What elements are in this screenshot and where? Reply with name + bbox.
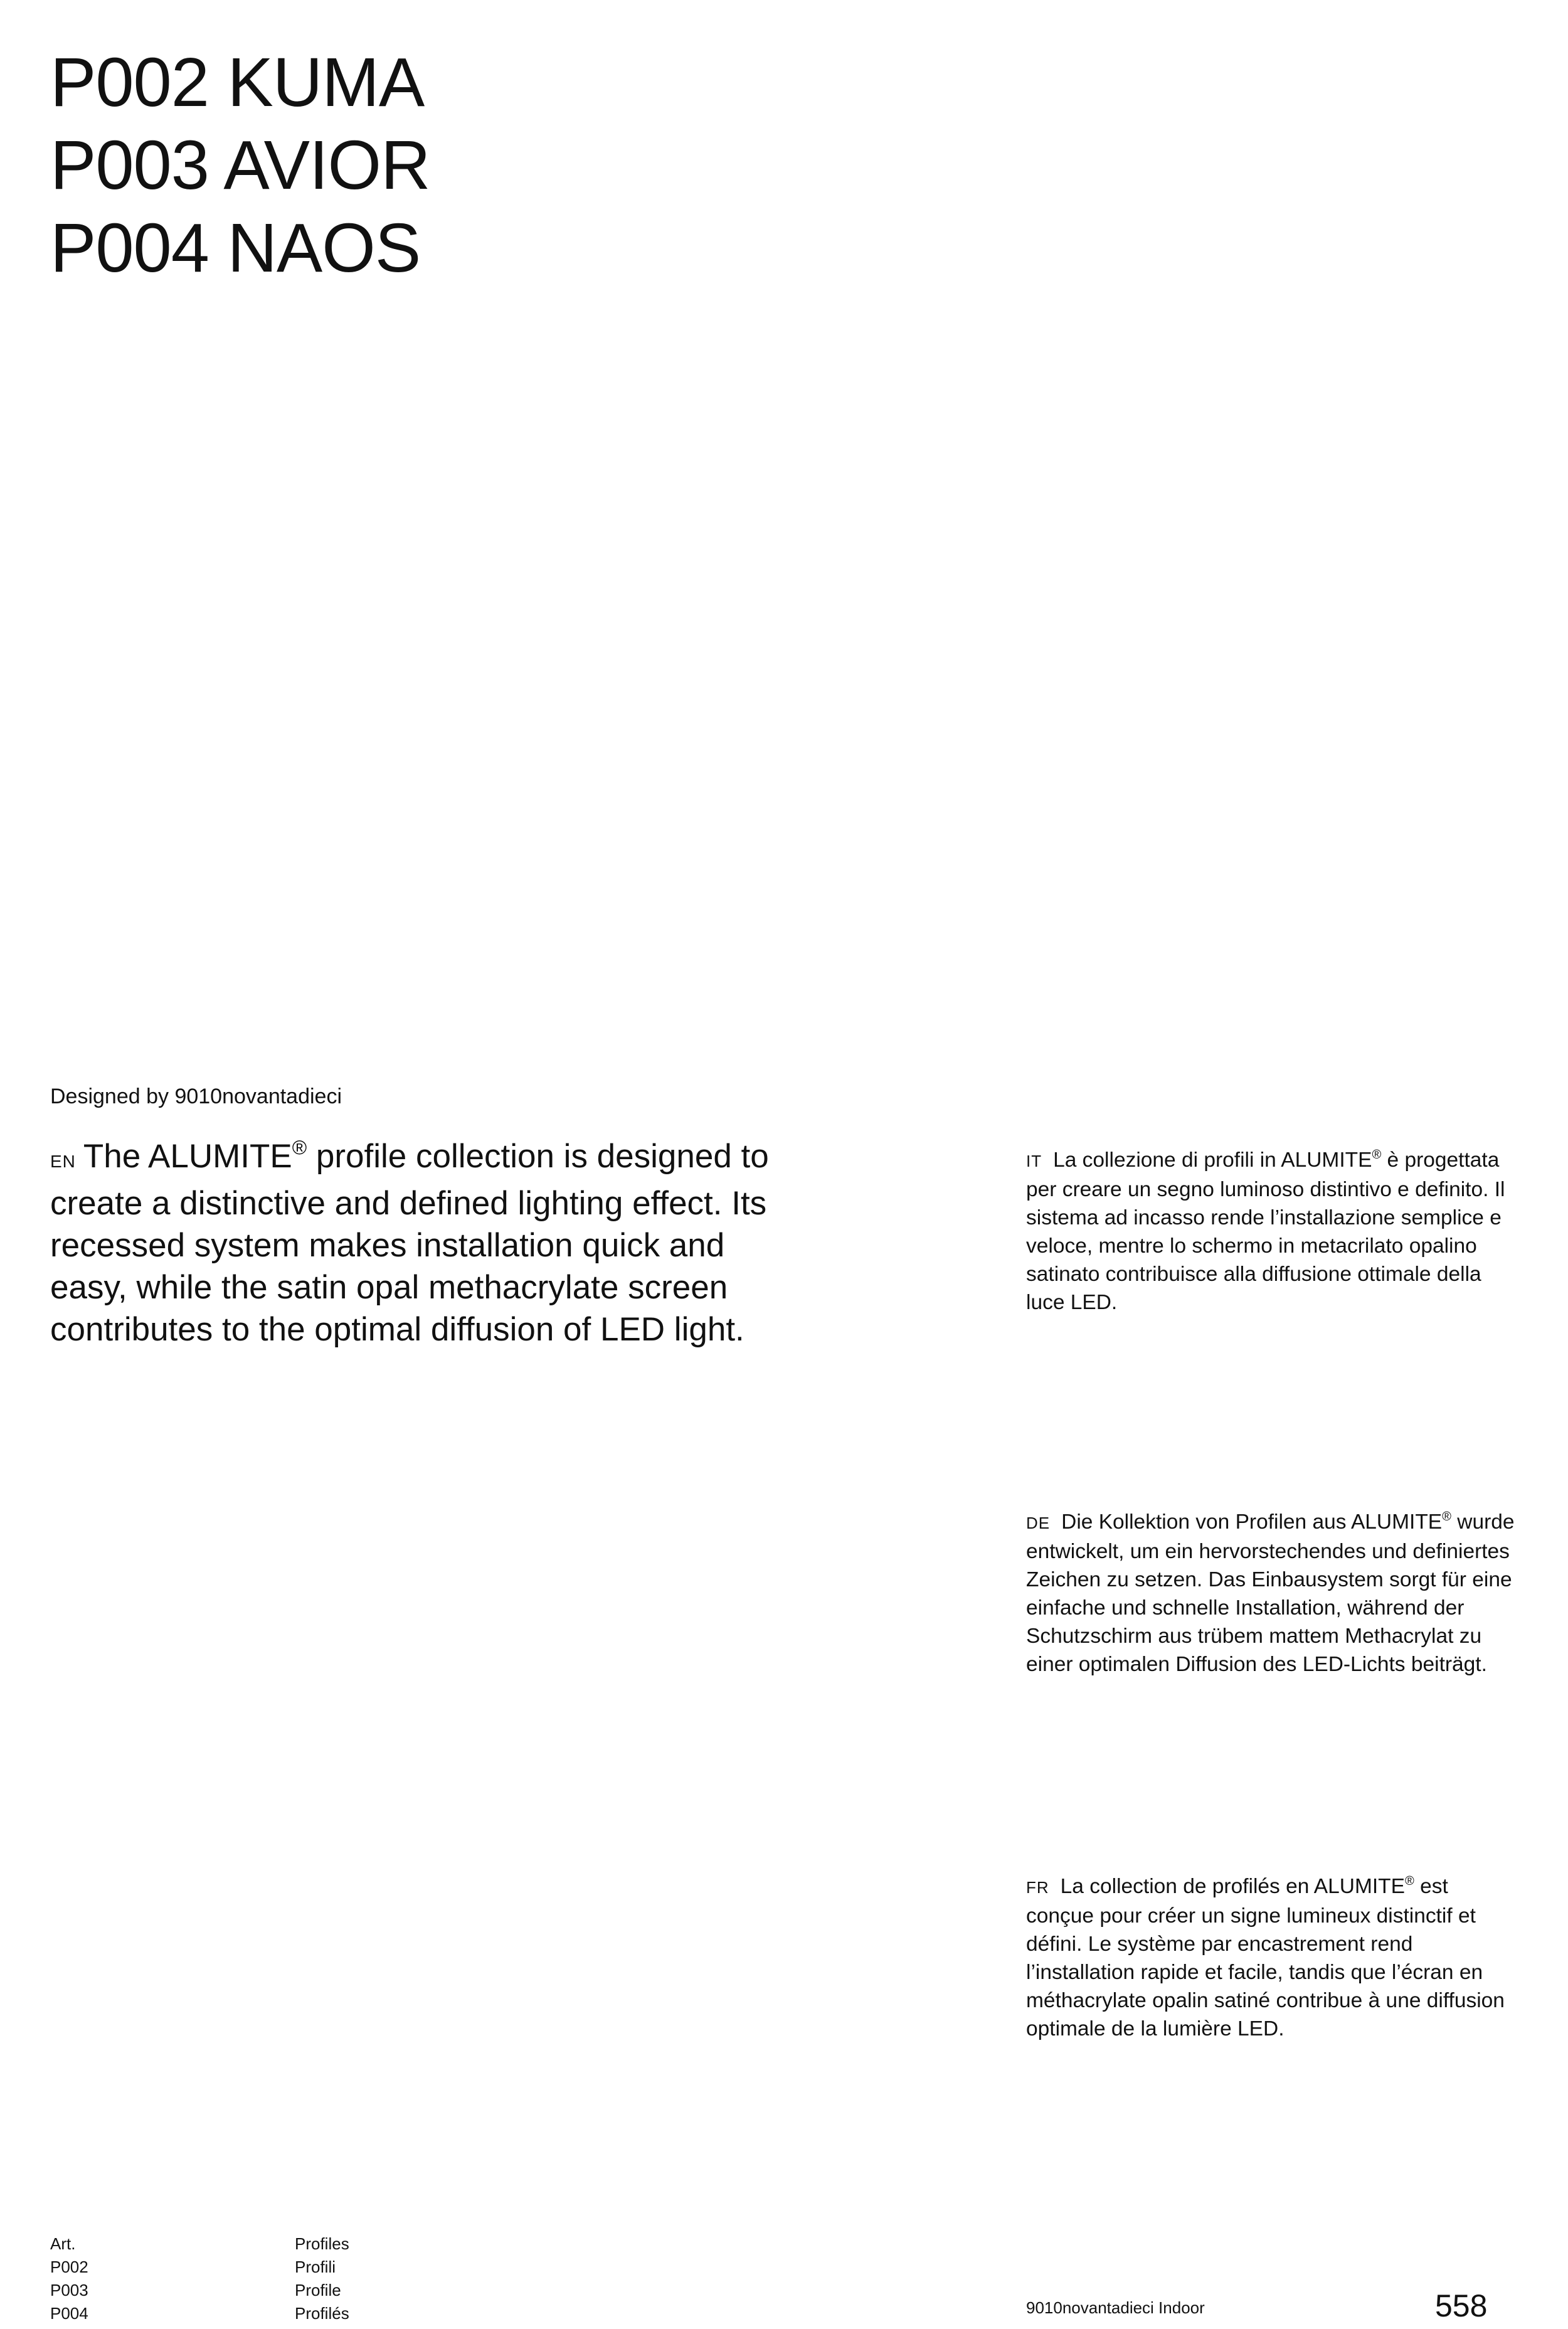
registered-mark-it: ® — [1372, 1147, 1382, 1162]
description-it-text-end: è progettata per creare un segno luminoso distintivo e definito. Il sistema ad incasso rende l’installazione semplice e veloce, mentre lo schermo in metacrilato opalino satinato contribuisce alla diffusione ottimale della luce LED. — [1026, 1149, 1505, 1314]
language-code-de: DE — [1026, 1514, 1051, 1532]
page-number: 558 — [1435, 2288, 1488, 2323]
description-de-text-start: Die Kollektion von Profilen aus ALUMITE — [1061, 1510, 1443, 1534]
description-en-text-start: The ALUMITE — [83, 1138, 292, 1175]
footer-article-code: P002 — [50, 2257, 88, 2276]
footer-brand: 9010novantadieci Indoor — [1026, 2298, 1205, 2317]
footer-category-label: Profile — [295, 2281, 341, 2300]
description-en — [50, 1135, 803, 1350]
language-code-en: EN — [50, 1152, 76, 1171]
footer-category-label: Profiles — [295, 2234, 349, 2253]
title-line-naos: P004 NAOS — [50, 210, 421, 287]
footer-category-label: Profili — [295, 2257, 336, 2276]
description-it-text-start: La collezione di profili in ALUMITE — [1053, 1149, 1372, 1172]
language-code-fr: FR — [1026, 1878, 1049, 1897]
footer-article-header: Art. — [50, 2234, 76, 2253]
description-de-text-end: wurde entwickelt, um ein hervorstechendes und definiertes Zeichen zu setzen. Das Einbausystem sorgt für eine einfache und schnelle Installation, während der Schutzschirm aus trübem mattem Methacrylat zu einer optimalen Diffusion des LED-Lichts beiträgt. — [1026, 1510, 1515, 1676]
description-fr-text-start: La collection de profilés en ALUMITE — [1060, 1875, 1405, 1898]
description-fr-text-end: est conçue pour créer un signe lumineux distinctif et défini. Le système par encastrement rend l’installation rapide et facile, tandis que l’écran en méthacrylate opalin satiné contribue à une diffusion optimale de la lumière LED. — [1026, 1875, 1505, 2040]
title-line-kuma: P002 KUMA — [50, 44, 425, 121]
footer-article-code: P004 — [50, 2304, 88, 2323]
footer-article-column — [50, 2232, 88, 2325]
description-en-text-end: profile collection is designed to create a distinctive and defined lighting effect. Its recessed system makes installation quick and easy, while the satin opal methacrylate screen contributes to the optimal diffusion of LED light. — [50, 1138, 769, 1348]
title-line-avior: P003 AVIOR — [50, 127, 430, 204]
footer-category-label: Profilés — [295, 2304, 349, 2323]
footer-article-code: P003 — [50, 2281, 88, 2300]
description-fr — [1026, 1872, 1522, 2043]
registered-mark-fr: ® — [1405, 1874, 1414, 1888]
registered-mark-en: ® — [292, 1136, 307, 1159]
description-de — [1026, 1508, 1522, 1679]
registered-mark-de: ® — [1442, 1509, 1451, 1524]
page-title — [50, 41, 430, 290]
footer-category-column — [295, 2232, 349, 2325]
description-it — [1026, 1146, 1522, 1317]
language-code-it: IT — [1026, 1152, 1042, 1170]
designer-credit: Designed by 9010novantadieci — [50, 1085, 342, 1108]
